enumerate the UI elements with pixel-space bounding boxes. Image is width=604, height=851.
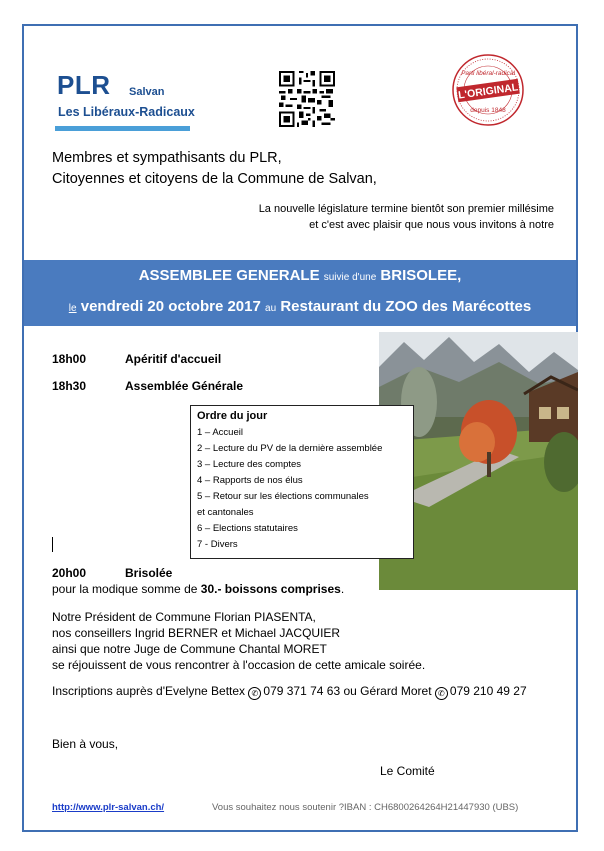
intro-line-1: La nouvelle législature termine bientôt son premier millésime	[258, 203, 554, 215]
schedule-time-3: 20h00	[52, 566, 87, 580]
event-banner	[24, 260, 576, 326]
schedule-label-1: Apéritif d'accueil	[125, 352, 222, 366]
officials-line-1: Notre Président de Commune Florian PIASENTA,	[52, 610, 316, 624]
registration-line: Inscriptions auprès d'Evelyne Bettex ✆ 079 371 74 63 ou Gérard Moret ✆ 079 210 49 27	[52, 684, 527, 698]
iban-text: Vous souhaitez nous soutenir ?IBAN : CH6800264264H21447930 (UBS)	[212, 802, 519, 813]
agenda-box	[190, 405, 414, 559]
plr-logo-text: PLR	[57, 70, 111, 100]
schedule-time-1: 18h00	[52, 352, 87, 366]
schedule-label-3: Brisolée	[125, 566, 173, 580]
svg-text:Parti libéral-radical: Parti libéral-radical	[461, 70, 515, 77]
svg-text:depuis 1848: depuis 1848	[470, 107, 506, 114]
greeting-line-1: Membres et sympathisants du PLR,	[52, 150, 282, 166]
schedule-label-2: Assemblée Générale	[125, 379, 244, 393]
agenda-item: 1 – Accueil	[197, 427, 243, 438]
agenda-item: 7 - Divers	[197, 539, 238, 550]
agenda-item: 6 – Elections statutaires	[197, 523, 298, 534]
qr-code-icon	[279, 71, 335, 127]
original-seal-icon	[451, 53, 525, 127]
plr-logo-salvan: Salvan	[129, 86, 165, 98]
agenda-item: et cantonales	[197, 507, 254, 518]
logo-underline	[55, 126, 190, 131]
officials-line-3: ainsi que notre Juge de Commune Chantal MORET	[52, 642, 327, 656]
phone-number-1: 079 371 74 63	[263, 684, 341, 698]
text-cursor	[52, 537, 53, 552]
banner-title: ASSEMBLEE GENERALE suivie d'une BRISOLEE,	[138, 267, 462, 284]
svg-text:L'ORIGINAL: L'ORIGINAL	[457, 81, 519, 102]
agenda-item: 2 – Lecture du PV de la dernière assemblée	[197, 443, 383, 454]
phone-icon: ✆	[435, 687, 448, 700]
greeting-line-2: Citoyennes et citoyens de la Commune de Salvan,	[52, 171, 377, 187]
phone-icon: ✆	[248, 687, 261, 700]
salutation: Bien à vous,	[52, 737, 119, 751]
agenda-title: Ordre du jour	[197, 410, 268, 422]
price-line: pour la modique somme de 30.- boissons comprises.	[52, 582, 345, 596]
officials-line-4: se réjouissent de vous rencontrer à l'occasion de cette amicale soirée.	[52, 658, 426, 672]
intro-line-2: et c'est avec plaisir que nous vous invitons à notre	[309, 219, 554, 231]
agenda-item: 3 – Lecture des comptes	[197, 459, 302, 470]
schedule-time-2: 18h30	[52, 379, 87, 393]
phone-number-2: 079 210 49 27	[449, 684, 527, 698]
website-link[interactable]: http://www.plr-salvan.ch/	[52, 802, 165, 813]
signature: Le Comité	[380, 764, 435, 778]
agenda-item: 4 – Rapports de nos élus	[197, 475, 303, 486]
plr-logo-tagline: Les Libéraux-Radicaux	[58, 105, 195, 119]
banner-date-place: le vendredi 20 octobre 2017 au Restaurant du ZOO des Marécottes	[68, 298, 532, 315]
officials-line-2: nos conseillers Ingrid BERNER et Michael JACQUIER	[52, 626, 341, 640]
agenda-item: 5 – Retour sur les élections communales	[197, 491, 369, 502]
